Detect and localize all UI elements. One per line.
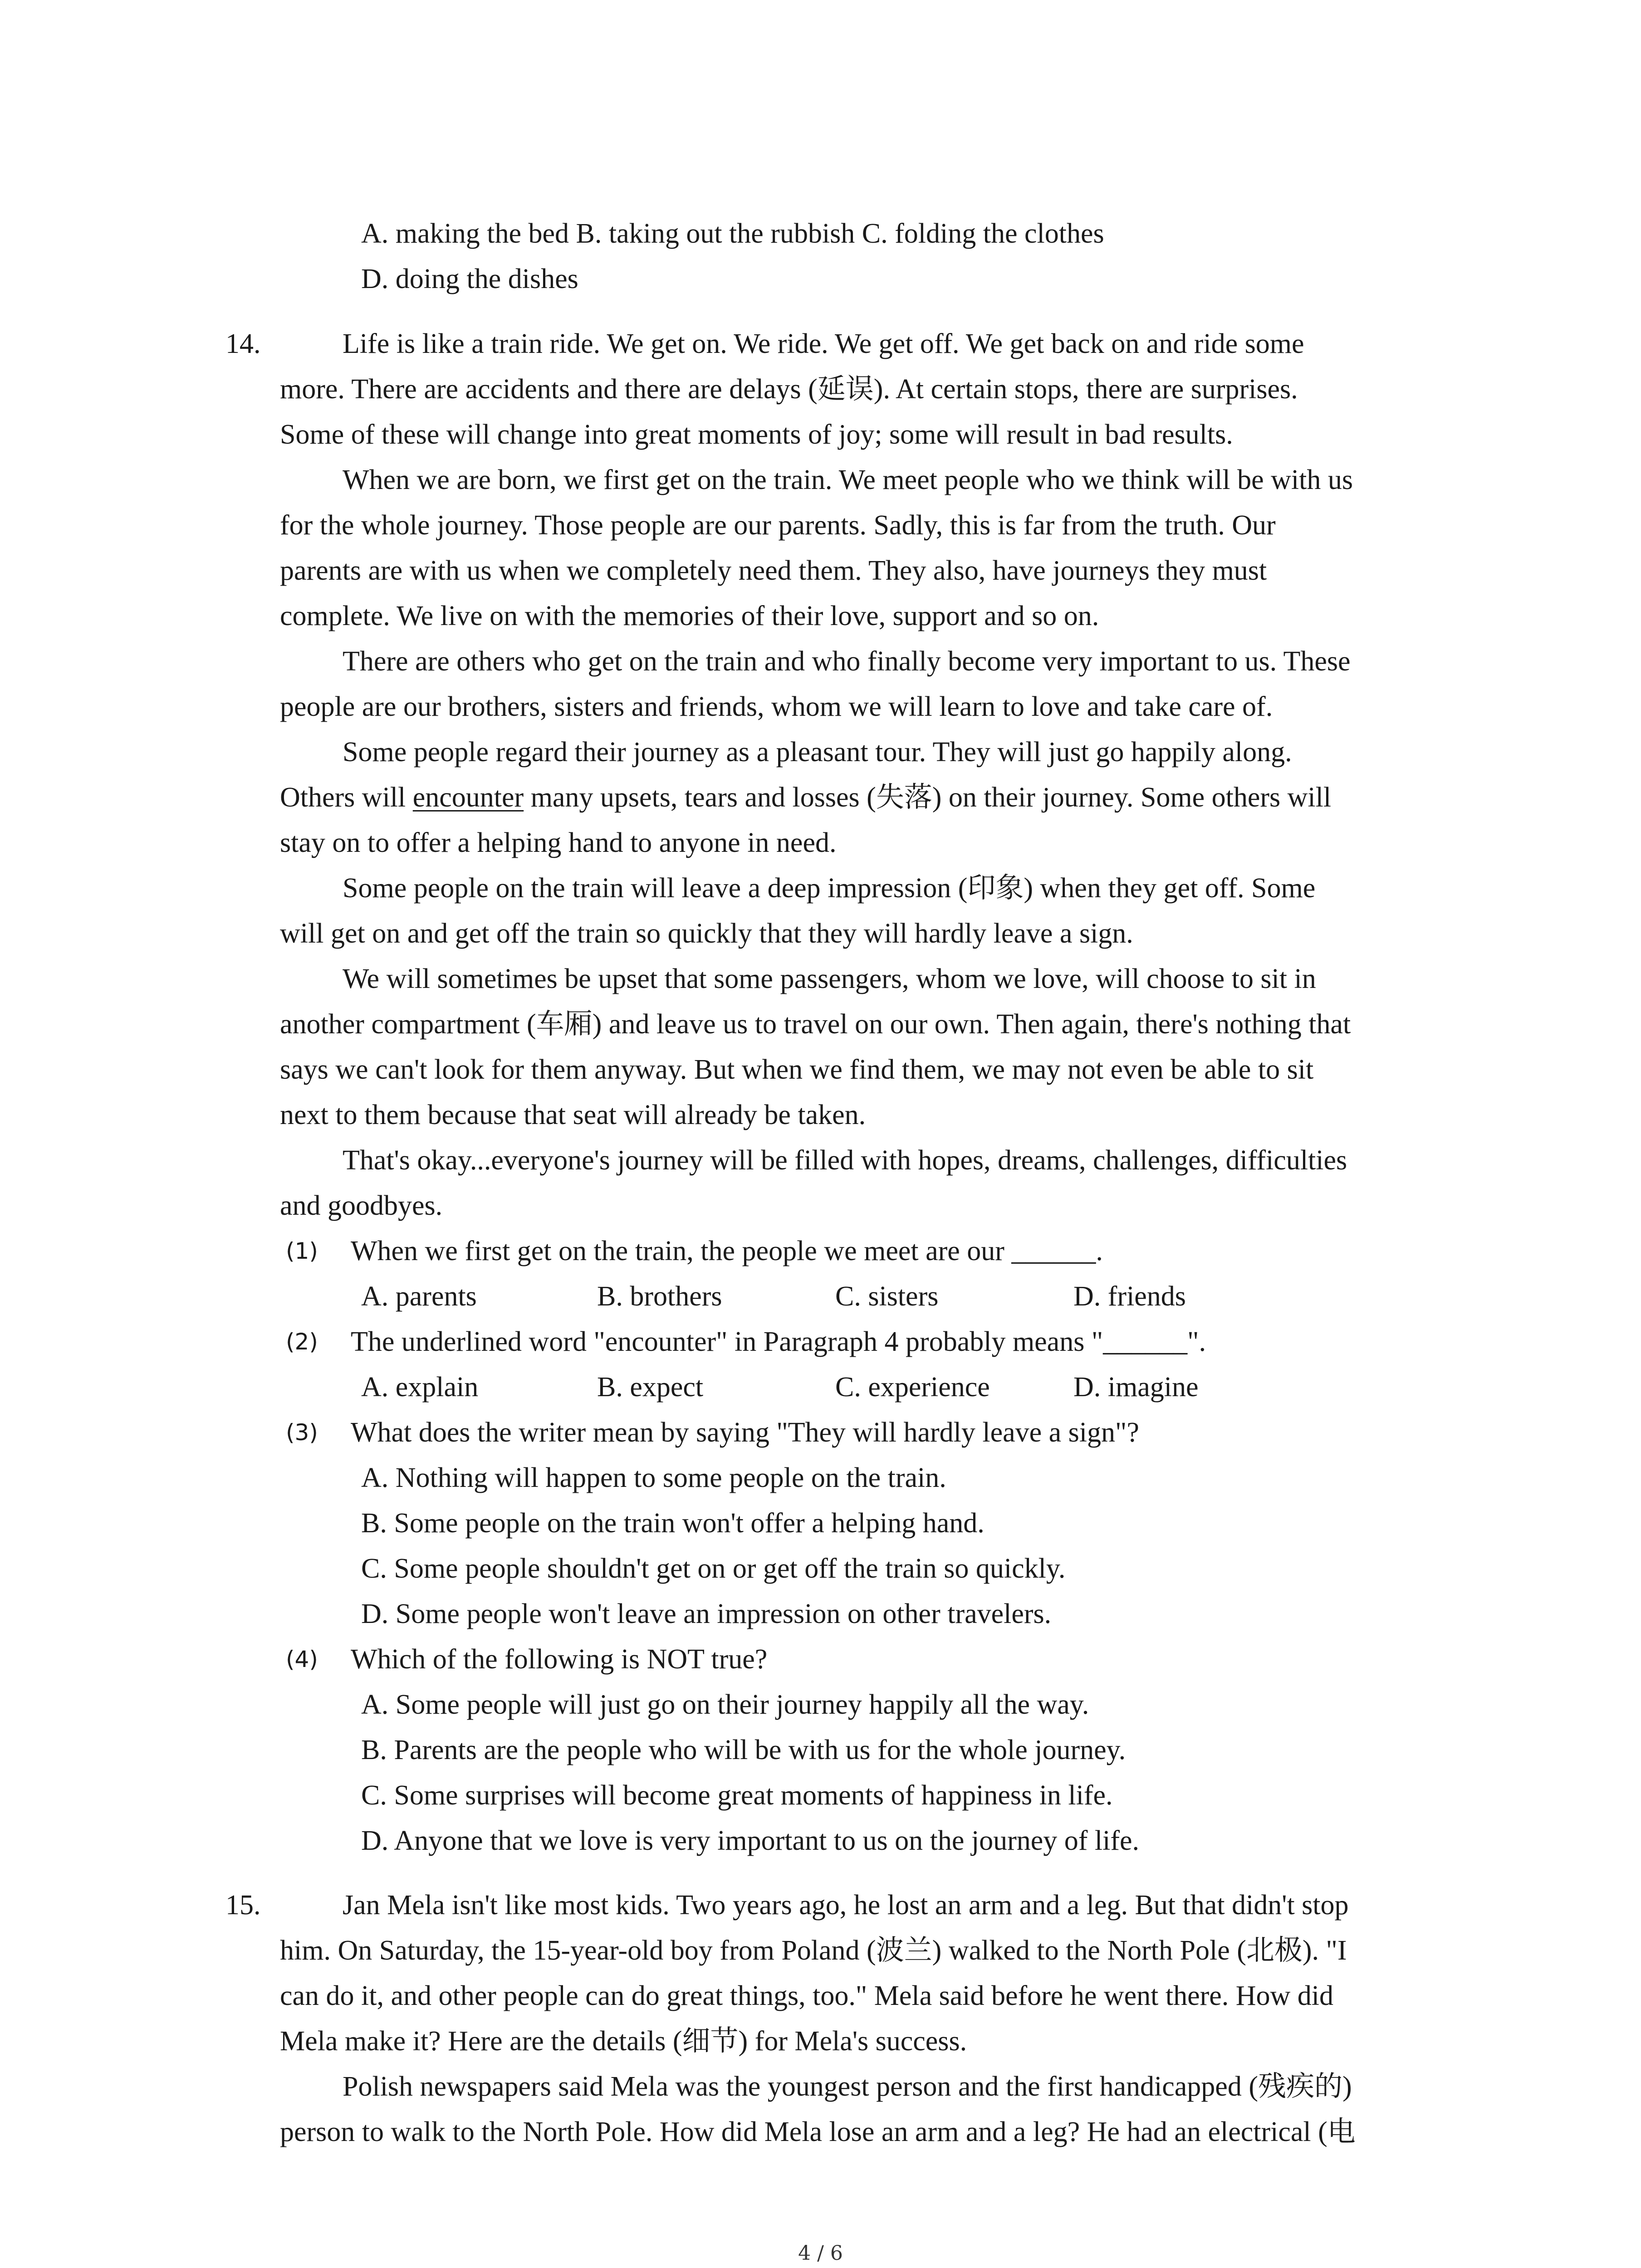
option: A. Some people will just go on their journey happily all the way. <box>361 1689 1089 1720</box>
option: D. imagine <box>1073 1372 1199 1403</box>
subquestion-number: (3) <box>286 1419 318 1446</box>
subquestion-number: (4) <box>286 1646 318 1672</box>
option: B. Parents are the people who will be with us for the whole journey. <box>361 1735 1126 1765</box>
q14-p6-line: We will sometimes be upset that some passengers, whom we love, will choose to sit in <box>343 963 1316 994</box>
subquestion-number: (1) <box>286 1238 318 1264</box>
q14-p2-line: for the whole journey. Those people are our parents. Sadly, this is far from the truth. Our <box>280 510 1276 541</box>
q15-p1-line: Jan Mela isn't like most kids. Two years ago, he lost an arm and a leg. But that didn't stop <box>343 1890 1349 1921</box>
q14-p2-line: complete. We live on with the memories of their love, support and so on. <box>280 601 1099 631</box>
q14-p1-line: Some of these will change into great moments of joy; some will result in bad results. <box>280 419 1233 450</box>
q14-p3-line: There are others who get on the train and who finally become very important to us. These <box>343 646 1351 677</box>
q14-p1-line: more. There are accidents and there are delays (延误). At certain stops, there are surprises. <box>280 374 1298 405</box>
option: D. friends <box>1073 1281 1186 1312</box>
subquestion-text: When we first get on the train, the people we meet are our ______. <box>351 1236 1103 1266</box>
q14-p6-line: says we can't look for them anyway. But when we find them, we may not even be able to sit <box>280 1054 1314 1085</box>
q15-p1-line: Mela make it? Here are the details (细节) for Mela's success. <box>280 2026 967 2057</box>
q15-p2-line: Polish newspapers said Mela was the youngest person and the first handicapped (残疾的) <box>343 2071 1352 2102</box>
q15-p1-line: can do it, and other people can do great things, too." Mela said before he went there. How did <box>280 1980 1334 2011</box>
q14-number: 14. <box>225 328 261 359</box>
q13-options-line-2: D. doing the dishes <box>361 264 578 294</box>
option: C. sisters <box>835 1281 939 1312</box>
q14-p4-line: Some people regard their journey as a pleasant tour. They will just go happily along. <box>343 737 1292 767</box>
q15-number: 15. <box>225 1890 261 1921</box>
q14-p7-line: and goodbyes. <box>280 1190 443 1221</box>
q13-options-line-1: A. making the bed B. taking out the rubbish C. folding the clothes <box>361 218 1104 249</box>
option: C. Some surprises will become great moments of happiness in life. <box>361 1780 1113 1811</box>
option: A. Nothing will happen to some people on the train. <box>361 1462 946 1493</box>
q14-p2-line: When we are born, we first get on the train. We meet people who we think will be with us <box>343 464 1353 495</box>
subquestion-number: (2) <box>286 1329 318 1355</box>
q15-p1-line: him. On Saturday, the 15-year-old boy from Poland (波兰) walked to the North Pole (北极). "I <box>280 1935 1347 1966</box>
q14-p1-line: Life is like a train ride. We get on. We ride. We get off. We get back on and ride some <box>343 328 1304 359</box>
text-run: Others will <box>280 782 413 813</box>
subquestion-text: Which of the following is NOT true? <box>351 1644 768 1675</box>
option: C. experience <box>835 1372 990 1403</box>
q14-p5-line: Some people on the train will leave a deep impression (印象) when they get off. Some <box>343 873 1316 904</box>
q14-p6-line: next to them because that seat will already be taken. <box>280 1100 866 1130</box>
q14-p6-line: another compartment (车厢) and leave us to travel on our own. Then again, there's nothing that <box>280 1009 1351 1040</box>
subquestion-text: What does the writer mean by saying "They will hardly leave a sign"? <box>351 1417 1139 1448</box>
q14-p3-line: people are our brothers, sisters and friends, whom we will learn to love and take care of. <box>280 691 1273 722</box>
q14-p2-line: parents are with us when we completely need them. They also, have journeys they must <box>280 555 1267 586</box>
underlined-word-encounter: encounter <box>412 782 524 813</box>
subquestion-text: The underlined word "encounter" in Paragraph 4 probably means "______". <box>351 1326 1206 1357</box>
option: B. expect <box>597 1372 704 1403</box>
option: D. Anyone that we love is very important to us on the journey of life. <box>361 1825 1139 1856</box>
option: B. brothers <box>597 1281 722 1312</box>
q14-p4-line: stay on to offer a helping hand to anyone in need. <box>280 827 837 858</box>
option: D. Some people won't leave an impression on other travelers. <box>361 1598 1052 1629</box>
option: A. parents <box>361 1281 477 1312</box>
q14-p4-line <box>280 779 1331 816</box>
text-run: many upsets, tears and losses (失落) on their journey. Some others will <box>524 782 1332 813</box>
option: A. explain <box>361 1372 479 1403</box>
q14-p5-line: will get on and get off the train so quickly that they will hardly leave a sign. <box>280 918 1133 949</box>
page-number: 4 / 6 <box>798 2242 843 2265</box>
q15-p2-line: person to walk to the North Pole. How did Mela lose an arm and a leg? He had an electrical (电 <box>280 2116 1356 2147</box>
q14-p7-line: That's okay...everyone's journey will be filled with hopes, dreams, challenges, difficulties <box>343 1145 1347 1176</box>
option: C. Some people shouldn't get on or get off the train so quickly. <box>361 1553 1066 1584</box>
option: B. Some people on the train won't offer a helping hand. <box>361 1508 985 1539</box>
